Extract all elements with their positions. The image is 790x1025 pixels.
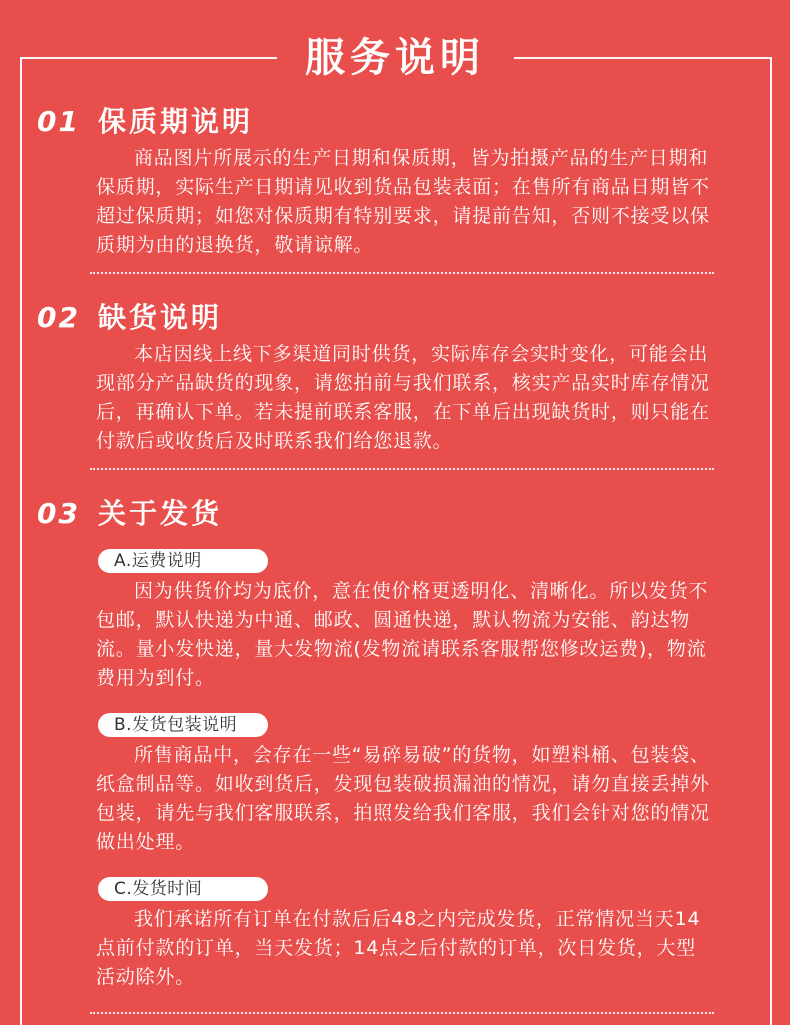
section-title: 保质期说明	[97, 105, 253, 138]
section-text-out-of-stock: 本店因线上线下多渠道同时供货，实际库存会实时变化，可能会出现部分产品缺货的现象，请您拍前与我们联系，核实产品实时库存情况后，再确认下单。若未提前联系客服，在下单后出现缺货时，则只能在付款后或收货后及时联系我们给您退款。	[96, 343, 710, 452]
dotted-divider	[90, 468, 714, 470]
dotted-divider	[90, 1012, 714, 1014]
subsection-text-packaging: 所售商品中，会存在一些“易碎易破”的货物，如塑料桶、包装袋、纸盒制品等。如收到货后，发现包装破损漏油的情况，请勿直接丢掉外包装，请先与我们客服联系，拍照发给我们客服，我们会针对您的情况做出处理。	[96, 744, 710, 853]
subsection-label-packaging: B.发货包装说明	[98, 713, 268, 737]
dotted-divider	[90, 272, 714, 274]
section-title: 关于发货	[97, 497, 222, 530]
subsection-text-freight: 因为供货价均为底价，意在使价格更透明化、清晰化。所以发货不包邮，默认快递为中通、邮政、圆通快递，默认物流为安能、韵达物流。量小发快递，量大发物流(发物流请联系客服帮您修改运费)，物流费用为到付。	[96, 580, 709, 689]
section-heading-shelf-life	[37, 104, 253, 140]
section-heading-shipping	[37, 496, 222, 532]
section-text-shelf-life: 商品图片所展示的生产日期和保质期，皆为拍摄产品的生产日期和保质期，实际生产日期请见收到货品包装表面；在售所有商品日期皆不超过保质期；如您对保质期有特别要求，请提前告知，否则不接受以保质期为由的退换货，敬请谅解。	[96, 147, 710, 256]
subsection-label-ship-time: C.发货时间	[98, 877, 268, 901]
section-number: 01	[37, 105, 80, 138]
subsection-label-freight: A.运费说明	[98, 549, 268, 573]
section-heading-out-of-stock	[37, 300, 222, 336]
page-title: 服务说明	[305, 35, 485, 81]
section-number: 02	[37, 301, 80, 334]
section-number: 03	[37, 497, 80, 530]
subsection-text-ship-time: 我们承诺所有订单在付款后后48之内完成发货，正常情况当天14点前付款的订单，当天发货；14点之后付款的订单，次日发货，大型活动除外。	[96, 908, 701, 988]
section-title: 缺货说明	[97, 301, 222, 334]
